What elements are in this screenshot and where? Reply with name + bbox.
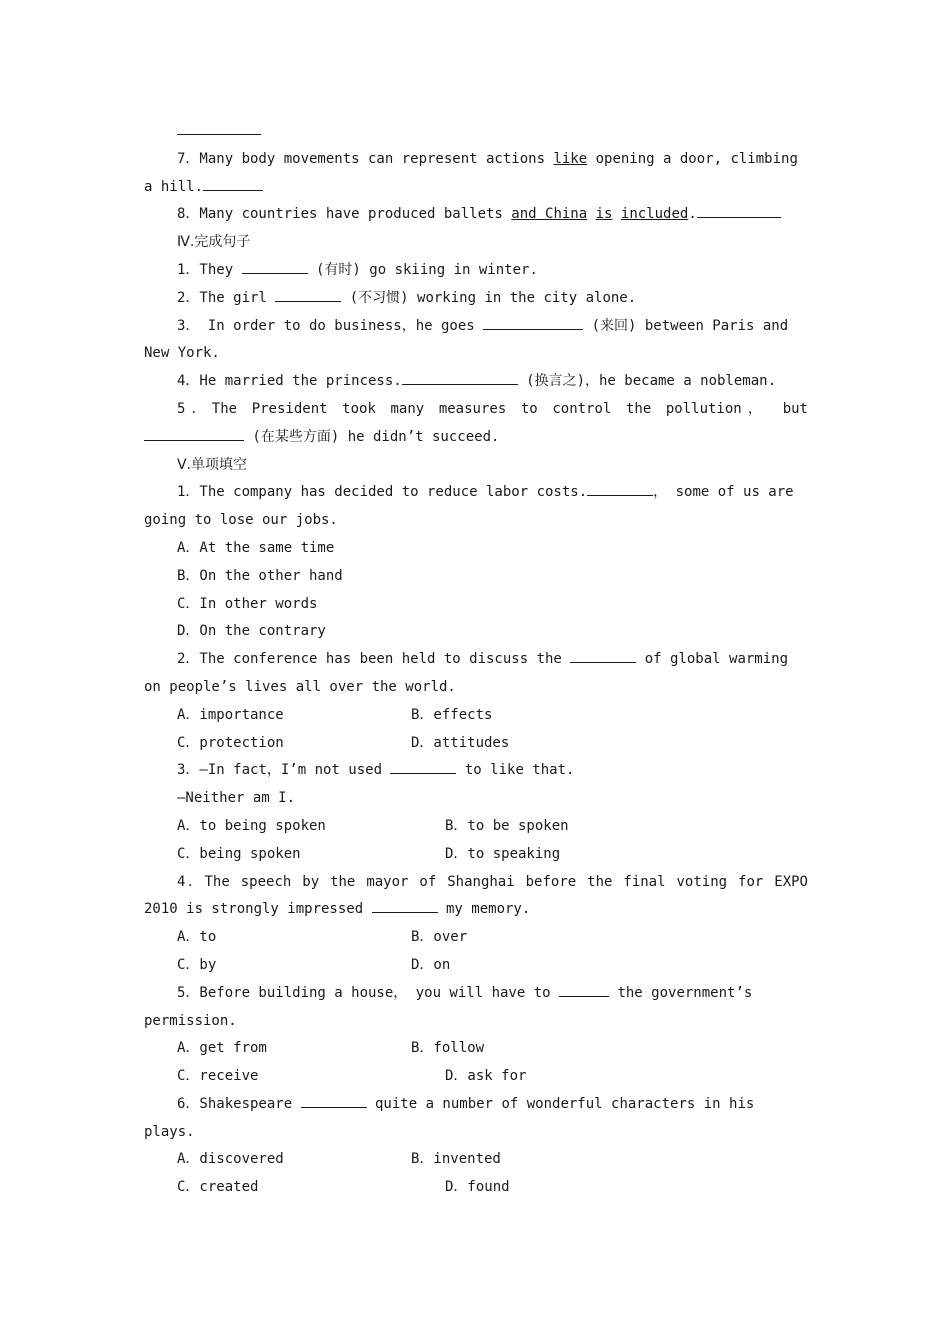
option-c[interactable]: C．receive	[177, 1068, 259, 1085]
question-line	[144, 201, 808, 229]
question-text: (有时) go skiing in winter.	[307, 261, 538, 278]
question-line	[144, 646, 808, 674]
option-row	[144, 952, 808, 980]
option-a[interactable]: A．to	[177, 929, 217, 946]
option-a[interactable]: A．discovered	[177, 1151, 284, 1168]
question-text: the government’s	[609, 984, 753, 1001]
option-row	[144, 1035, 808, 1063]
question-text: 1．The company has decided to reduce labor costs.	[177, 484, 588, 501]
answer-blank[interactable]	[144, 424, 244, 441]
underlined-phrase: and China	[511, 206, 588, 223]
answer-blank[interactable]	[390, 757, 456, 774]
answer-blank[interactable]	[570, 646, 636, 663]
question-line: plays.	[144, 1123, 195, 1140]
question-line	[144, 174, 808, 202]
document-page	[144, 118, 808, 1202]
answer-blank[interactable]	[559, 980, 609, 997]
option-a[interactable]: A．get from	[177, 1040, 267, 1057]
option-d[interactable]: D．on	[411, 956, 451, 973]
question-text: quite a number of wonderful characters in his	[366, 1095, 755, 1112]
question-line: 5．The President took many measures to control the pollution， but	[177, 400, 808, 417]
option-a[interactable]: A．importance	[177, 706, 284, 723]
option-row	[144, 841, 808, 869]
question-line: 4．The speech by the mayor of Shanghai before the final voting for EXPO	[177, 873, 808, 890]
question-text: (换言之)，he became a nobleman.	[517, 373, 777, 390]
question-text: (不习惯) working in the city alone.	[341, 289, 637, 306]
option-d[interactable]: D．ask for	[445, 1068, 527, 1085]
option-b[interactable]: B．invented	[411, 1151, 501, 1168]
question-text: 2．The girl	[177, 289, 276, 306]
question-text: of global warming	[636, 651, 789, 668]
option-b[interactable]: B．over	[411, 929, 468, 946]
answer-blank[interactable]	[483, 313, 583, 330]
answer-blank[interactable]	[242, 257, 308, 274]
underlined-phrase: included	[620, 206, 689, 223]
option-row	[144, 702, 808, 730]
question-text: ， some of us are	[653, 484, 794, 501]
question-text: to like that.	[456, 762, 575, 779]
question-text: 2．The conference has been held to discuss the	[177, 651, 571, 668]
question-text: .	[688, 206, 697, 223]
question-text: 8．Many countries have produced ballets	[177, 206, 512, 223]
option-row	[144, 924, 808, 952]
question-line	[144, 896, 808, 924]
option-c[interactable]: C．In other words	[177, 595, 318, 612]
option-a[interactable]: A．to being spoken	[177, 817, 326, 834]
option-row	[144, 730, 808, 758]
question-line	[144, 146, 808, 174]
option-d[interactable]: D．On the contrary	[177, 623, 326, 640]
option-d[interactable]: D．attitudes	[411, 734, 510, 751]
question-text: opening a door, climbing	[587, 150, 798, 167]
answer-blank[interactable]	[372, 896, 438, 913]
answer-blank[interactable]	[697, 201, 781, 218]
question-text: 3．—In fact，I’m not used	[177, 762, 391, 779]
option-b[interactable]: B．On the other hand	[177, 567, 343, 584]
question-line: —Neither am I.	[177, 790, 296, 807]
question-line: on people’s lives all over the world.	[144, 678, 456, 695]
answer-blank[interactable]	[402, 368, 518, 385]
question-text: (来回) between Paris and	[583, 317, 789, 334]
option-b[interactable]: B．to be spoken	[445, 817, 569, 834]
question-line	[144, 424, 808, 452]
section-heading: Ⅳ.完成句子	[177, 234, 251, 251]
question-text: 1．They	[177, 261, 242, 278]
answer-blank-line	[144, 118, 808, 146]
section-heading: Ⅴ.单项填空	[177, 456, 248, 473]
question-line: permission.	[144, 1012, 237, 1029]
question-line	[144, 479, 808, 507]
question-text: 5．Before building a house， you will have to	[177, 984, 560, 1001]
option-a[interactable]: A．At the same time	[177, 539, 335, 556]
question-text: a hill.	[144, 178, 204, 195]
answer-blank[interactable]	[203, 174, 263, 191]
option-row	[144, 1174, 808, 1202]
question-line	[144, 313, 808, 341]
question-line	[144, 1091, 808, 1119]
question-text: (在某些方面) he didn’t succeed.	[244, 428, 500, 445]
answer-blank[interactable]	[177, 118, 261, 135]
option-row	[144, 1063, 808, 1091]
question-text: 7．Many body movements can represent actions	[177, 150, 554, 167]
underlined-phrase: is	[595, 206, 613, 223]
option-d[interactable]: D．to speaking	[445, 845, 561, 862]
question-line: New York.	[144, 345, 220, 362]
answer-blank[interactable]	[587, 479, 653, 496]
question-text: 4．He married the princess.	[177, 373, 402, 390]
question-text: my memory.	[437, 901, 531, 918]
question-line	[144, 757, 808, 785]
option-row	[144, 1146, 808, 1174]
question-line	[144, 257, 808, 285]
option-row	[144, 813, 808, 841]
underlined-phrase: like	[553, 150, 588, 167]
option-b[interactable]: B．follow	[411, 1040, 485, 1057]
answer-blank[interactable]	[301, 1091, 367, 1108]
option-c[interactable]: C．protection	[177, 734, 284, 751]
question-line	[144, 285, 808, 313]
question-text: 2010 is strongly impressed	[144, 901, 372, 918]
answer-blank[interactable]	[275, 285, 341, 302]
question-line: going to lose our jobs.	[144, 512, 338, 529]
question-line	[144, 368, 808, 396]
option-c[interactable]: C．being spoken	[177, 845, 301, 862]
option-d[interactable]: D．found	[445, 1179, 510, 1196]
option-c[interactable]: C．created	[177, 1179, 259, 1196]
question-text: 6．Shakespeare	[177, 1095, 301, 1112]
option-c[interactable]: C．by	[177, 956, 217, 973]
option-b[interactable]: B．effects	[411, 706, 493, 723]
question-line	[144, 980, 808, 1008]
question-text: 3． In order to do business，he goes	[177, 317, 484, 334]
